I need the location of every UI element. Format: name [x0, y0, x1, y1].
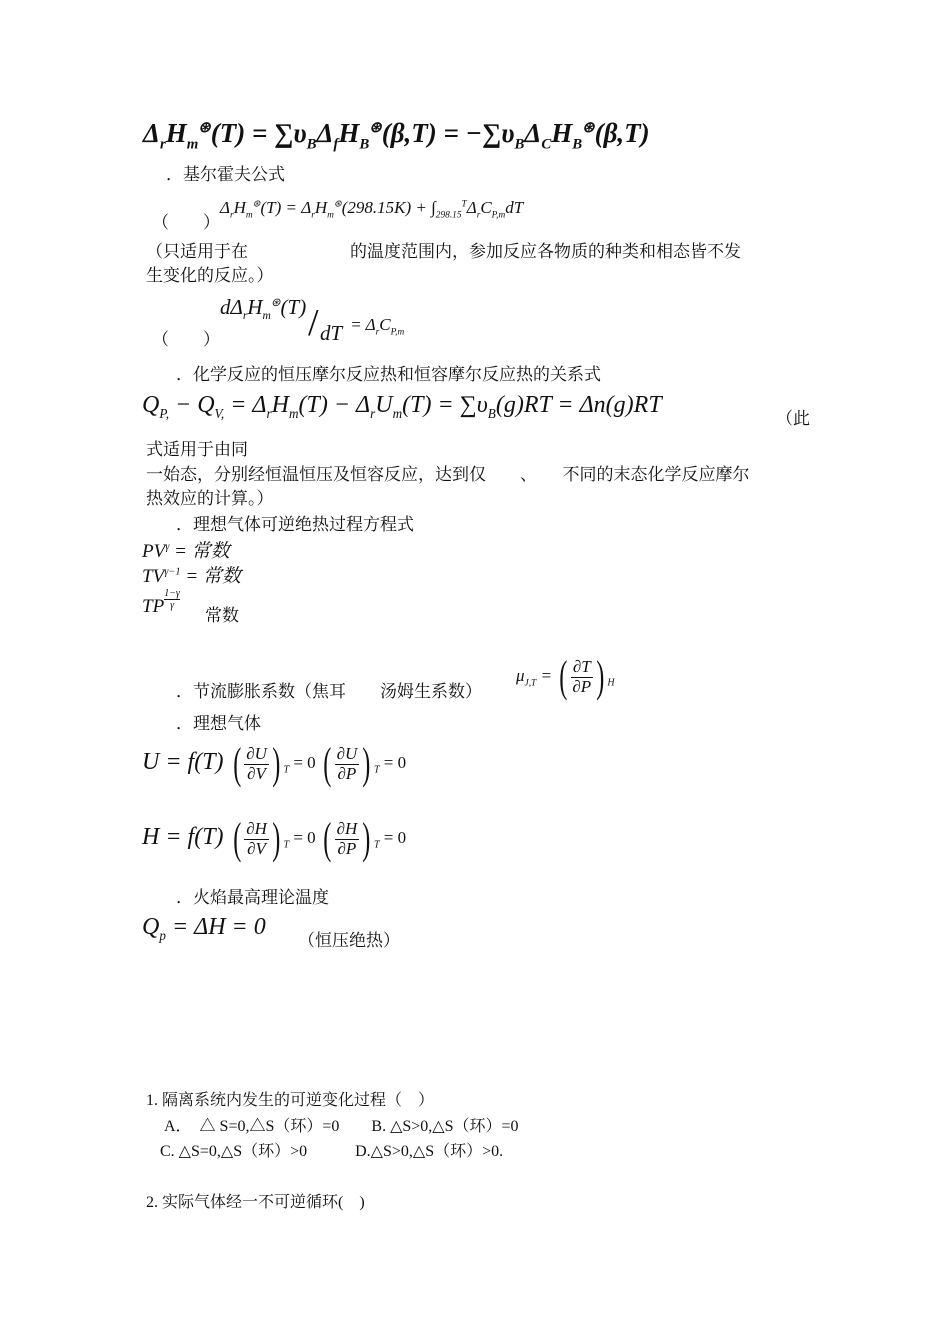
ideal-gas-u-eq: U = f(T) ( $\frac{\partial U}{\partial V}$ ) $_T$ = 0 ( $\frac{\partial U}{\partial P}$ ) $_T$ = 0: [142, 739, 407, 788]
jt-title: ．节流膨胀系数（焦耳 汤姆生系数）: [176, 682, 482, 702]
note-qpqv-line2: 一始态，分别经恒温恒压及恒容反应，达到仅 、 不同的末态化学反应摩尔: [146, 465, 750, 485]
adiabatic-eq-tv: $TV^{\gamma-1}$ = 常数: [142, 566, 241, 587]
qpqv-title: ．化学反应的恒压摩尔反应热和恒容摩尔反应热的关系式: [176, 365, 601, 385]
question-2: 2. 实际气体经一不可逆循环( ): [146, 1194, 365, 1211]
blank-paren-1: （ ）: [152, 213, 220, 233]
flame-eq: $Q_p = \Delta H = 0$: [142, 914, 266, 943]
note-qpqv-start: （此: [776, 409, 810, 429]
jt-coefficient-eq: $\mu_{J,T}$ = ( $\frac{\partial T}{\partial P}$ ) $_H$: [516, 652, 615, 701]
adiabatic-eq-tp: TP $\frac{1-\gamma}{\gamma}$: [142, 588, 180, 617]
adiabatic-const: 常数: [205, 606, 239, 626]
equation-kirchhoff-integral: $\Delta_rH_m^⊛(T) = \Delta_rH_m^⊛(298.15K) + \int_{298.15}^T\Delta_rC_{P,m}dT$: [220, 198, 524, 221]
note-qpqv-line1: 式适用于由同: [146, 440, 248, 460]
question-1: 1. 隔离系统内发生的可逆变化过程（ ）: [146, 1092, 435, 1109]
ideal-gas-title: ．理想气体: [176, 714, 261, 734]
note-kirchhoff-line2: 生变化的反应。）: [146, 266, 274, 286]
question-1-options-ab: A． △ S=0,△S（环）=0 B. △S>0,△S（环）=0: [164, 1118, 519, 1135]
question-1-options-cd: C. △S=0,△S（环）>0 D.△S>0,△S（环）>0.: [160, 1143, 504, 1160]
adiabatic-title: ．理想气体可逆绝热过程方程式: [176, 515, 414, 535]
kirchhoff-title: ．基尔霍夫公式: [166, 165, 285, 185]
flame-title: ．火焰最高理论温度: [176, 888, 329, 908]
ideal-gas-h-eq: H = f(T) ( $\frac{\partial H}{\partial V}$ ) $_T$ = 0 ( $\frac{\partial H}{\partial P}$ ) $_T$ = 0: [142, 814, 407, 863]
note-kirchhoff-line1: （只适用于在 的温度范围内，参加反应各物质的种类和相态皆不发: [146, 242, 741, 262]
blank-paren-2: （ ）: [152, 330, 220, 350]
equation-kirchhoff-differential: $d\Delta_rH_m^⊛(T)$ / dT = $\Delta_rC_{P,m}$: [220, 295, 405, 345]
equation-qp-qv: $Q_{P,} - Q_{V,} = \Delta_rH_m(T) - \Delta_rU_m(T) = \sum\upsilon_B(g)RT = \Delta n(g)RT$: [142, 392, 662, 421]
note-qpqv-line3: 热效应的计算。）: [146, 489, 274, 509]
equation-reaction-enthalpy: $\Delta_rH_m^⊛(T) = \sum\upsilon_B\Delta_fH_B^⊛(\beta,T) = -\sum\upsilon_B\Delta_CH_B^⊛(\beta,T)$: [143, 118, 650, 153]
adiabatic-eq-pv: $PV^\gamma$ = 常数: [142, 541, 230, 562]
flame-note: （恒压绝热）: [298, 931, 400, 951]
